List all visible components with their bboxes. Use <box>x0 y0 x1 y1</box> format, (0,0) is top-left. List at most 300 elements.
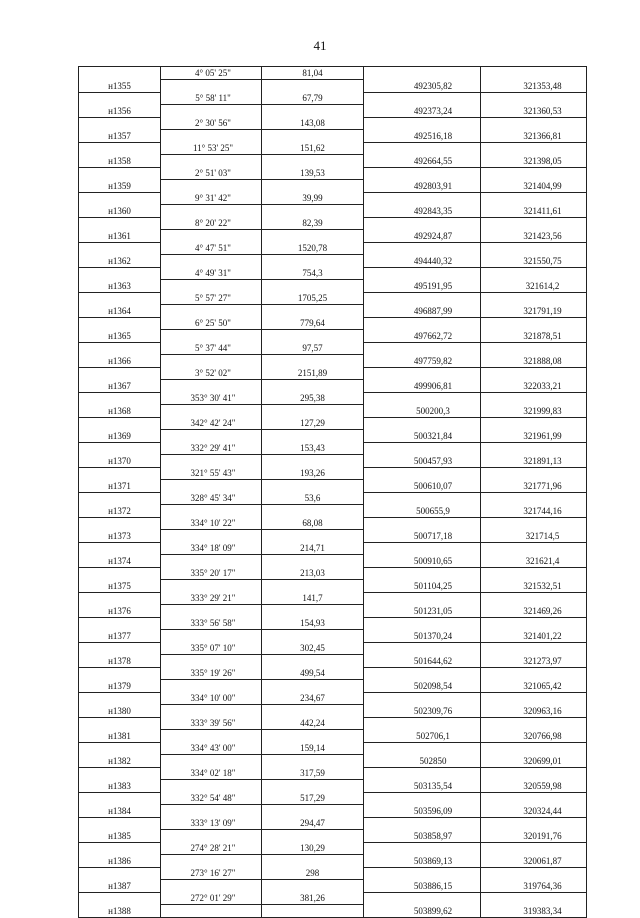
x-cell <box>364 442 481 455</box>
angle-cell <box>161 355 262 368</box>
x-cell <box>364 567 481 580</box>
table-row-point <box>79 105 587 118</box>
x-cell <box>364 742 481 755</box>
x-cell: 503596,09 <box>364 805 481 818</box>
point-cell <box>79 217 161 230</box>
distance-cell: 234,67 <box>262 692 364 705</box>
distance-cell: 67,79 <box>262 92 364 105</box>
distance-cell <box>262 505 364 518</box>
angle-cell: 334° 02' 18" <box>161 767 262 780</box>
distance-cell: 298 <box>262 867 364 880</box>
angle-cell: 5° 37' 44" <box>161 342 262 355</box>
angle-cell: 333° 29' 21" <box>161 592 262 605</box>
angle-cell <box>161 755 262 768</box>
angle-cell: 4° 49' 31" <box>161 267 262 280</box>
angle-cell: 2° 30' 56" <box>161 117 262 130</box>
table-row-point <box>79 480 587 493</box>
table-row-point <box>79 180 587 193</box>
distance-cell: 139,53 <box>262 167 364 180</box>
distance-cell: 1705,25 <box>262 292 364 305</box>
x-cell: 502850 <box>364 755 481 768</box>
point-cell: н1357 <box>79 130 161 143</box>
point-cell <box>79 92 161 105</box>
distance-cell: 39,99 <box>262 192 364 205</box>
distance-cell <box>262 355 364 368</box>
angle-cell <box>161 880 262 893</box>
point-cell <box>79 117 161 130</box>
distance-cell <box>262 80 364 93</box>
angle-cell: 333° 39' 56" <box>161 717 262 730</box>
y-cell: 321532,51 <box>481 580 587 593</box>
point-cell <box>79 192 161 205</box>
x-cell: 500610,07 <box>364 480 481 493</box>
point-cell <box>79 817 161 830</box>
point-cell: н1370 <box>79 455 161 468</box>
x-cell <box>364 517 481 530</box>
point-cell <box>79 567 161 580</box>
point-cell: н1373 <box>79 530 161 543</box>
angle-cell: 332° 29' 41" <box>161 442 262 455</box>
y-cell: 321401,22 <box>481 630 587 643</box>
y-cell <box>481 392 587 405</box>
distance-cell <box>262 530 364 543</box>
table-row-segment <box>79 342 587 355</box>
x-cell: 500321,84 <box>364 430 481 443</box>
distance-cell: 295,38 <box>262 392 364 405</box>
point-cell <box>79 542 161 555</box>
y-cell <box>481 217 587 230</box>
angle-cell: 334° 10' 00" <box>161 692 262 705</box>
y-cell <box>481 192 587 205</box>
table-row-segment <box>79 817 587 830</box>
angle-cell <box>161 605 262 618</box>
x-cell <box>364 792 481 805</box>
angle-cell <box>161 505 262 518</box>
angle-cell: 5° 58' 11" <box>161 92 262 105</box>
point-cell: н1365 <box>79 330 161 343</box>
y-cell: 320699,01 <box>481 755 587 768</box>
x-cell <box>364 117 481 130</box>
distance-cell: 779,64 <box>262 317 364 330</box>
x-cell: 497759,82 <box>364 355 481 368</box>
x-cell: 502706,1 <box>364 730 481 743</box>
y-cell <box>481 667 587 680</box>
x-cell: 492516,18 <box>364 130 481 143</box>
x-cell: 503899,62 <box>364 905 481 918</box>
distance-cell <box>262 230 364 243</box>
angle-cell: 335° 07' 10" <box>161 642 262 655</box>
x-cell: 492843,35 <box>364 205 481 218</box>
point-cell <box>79 717 161 730</box>
x-cell <box>364 692 481 705</box>
distance-cell <box>262 430 364 443</box>
table-row-point <box>79 305 587 318</box>
x-cell <box>364 292 481 305</box>
distance-cell: 130,29 <box>262 842 364 855</box>
point-cell <box>79 417 161 430</box>
point-cell <box>79 392 161 405</box>
y-cell: 321273,97 <box>481 655 587 668</box>
point-cell <box>79 517 161 530</box>
table-row-point <box>79 680 587 693</box>
x-cell: 492924,87 <box>364 230 481 243</box>
y-cell <box>481 317 587 330</box>
y-cell: 319764,36 <box>481 880 587 893</box>
distance-cell: 159,14 <box>262 742 364 755</box>
y-cell: 321366,81 <box>481 130 587 143</box>
distance-cell <box>262 805 364 818</box>
page-number: 41 <box>313 38 327 53</box>
point-cell: н1372 <box>79 505 161 518</box>
y-cell <box>481 692 587 705</box>
point-cell: н1366 <box>79 355 161 368</box>
angle-cell: 4° 47' 51" <box>161 242 262 255</box>
distance-cell <box>262 130 364 143</box>
distance-cell: 153,43 <box>262 442 364 455</box>
y-cell <box>481 592 587 605</box>
distance-cell <box>262 305 364 318</box>
distance-cell: 141,7 <box>262 592 364 605</box>
x-cell <box>364 542 481 555</box>
point-cell <box>79 617 161 630</box>
angle-cell <box>161 180 262 193</box>
x-cell <box>364 192 481 205</box>
y-cell <box>481 442 587 455</box>
x-cell: 495191,95 <box>364 280 481 293</box>
x-cell <box>364 467 481 480</box>
angle-cell <box>161 630 262 643</box>
x-cell <box>364 242 481 255</box>
x-cell <box>364 717 481 730</box>
x-cell: 500200,3 <box>364 405 481 418</box>
table-row-point <box>79 780 587 793</box>
table-row-segment <box>79 492 587 505</box>
angle-cell <box>161 855 262 868</box>
distance-cell <box>262 630 364 643</box>
y-cell <box>481 167 587 180</box>
coordinates-table-body <box>79 67 587 918</box>
y-cell <box>481 542 587 555</box>
distance-cell: 82,39 <box>262 217 364 230</box>
angle-cell: 11° 53' 25" <box>161 142 262 155</box>
x-cell: 503886,15 <box>364 880 481 893</box>
distance-cell <box>262 105 364 118</box>
table-row-segment <box>79 242 587 255</box>
table-row-segment <box>79 867 587 880</box>
y-cell: 321423,56 <box>481 230 587 243</box>
x-cell <box>364 667 481 680</box>
y-cell: 321550,75 <box>481 255 587 268</box>
y-cell <box>481 242 587 255</box>
distance-cell: 499,54 <box>262 667 364 680</box>
x-cell: 499906,81 <box>364 380 481 393</box>
point-cell: н1360 <box>79 205 161 218</box>
y-cell: 320963,16 <box>481 705 587 718</box>
angle-cell <box>161 705 262 718</box>
table-row-segment <box>79 317 587 330</box>
distance-cell: 214,71 <box>262 542 364 555</box>
point-cell <box>79 642 161 655</box>
table-row-point <box>79 805 587 818</box>
table-row-point <box>79 155 587 168</box>
angle-cell <box>161 430 262 443</box>
x-cell: 492664,55 <box>364 155 481 168</box>
point-cell: н1364 <box>79 305 161 318</box>
angle-cell: 335° 20' 17" <box>161 567 262 580</box>
x-cell: 501370,24 <box>364 630 481 643</box>
table-row-segment <box>79 292 587 305</box>
y-cell: 321404,99 <box>481 180 587 193</box>
y-cell <box>481 842 587 855</box>
table-row-point <box>79 880 587 893</box>
x-cell: 492373,24 <box>364 105 481 118</box>
table-row-segment <box>79 192 587 205</box>
table-row-point <box>79 280 587 293</box>
point-cell: н1382 <box>79 755 161 768</box>
table-row-point <box>79 605 587 618</box>
angle-cell <box>161 580 262 593</box>
y-cell <box>481 492 587 505</box>
angle-cell: 353° 30' 41" <box>161 392 262 405</box>
point-cell <box>79 867 161 880</box>
y-cell: 321878,51 <box>481 330 587 343</box>
distance-cell <box>262 655 364 668</box>
angle-cell <box>161 80 262 93</box>
point-cell: н1385 <box>79 830 161 843</box>
angle-cell <box>161 480 262 493</box>
distance-cell: 154,93 <box>262 617 364 630</box>
table-row-segment <box>79 517 587 530</box>
y-cell: 321360,53 <box>481 105 587 118</box>
table-row-segment <box>79 642 587 655</box>
point-cell: н1356 <box>79 105 161 118</box>
distance-cell: 302,45 <box>262 642 364 655</box>
x-cell: 503869,13 <box>364 855 481 868</box>
angle-cell <box>161 280 262 293</box>
x-cell <box>364 592 481 605</box>
point-cell: н1368 <box>79 405 161 418</box>
table-row-segment <box>79 467 587 480</box>
x-cell <box>364 167 481 180</box>
point-cell: н1376 <box>79 605 161 618</box>
distance-cell: 53,6 <box>262 492 364 505</box>
point-cell: н1374 <box>79 555 161 568</box>
table-row-point <box>79 505 587 518</box>
point-cell: н1371 <box>79 480 161 493</box>
angle-cell: 342° 42' 24" <box>161 417 262 430</box>
table-row-point <box>79 255 587 268</box>
y-cell: 320061,87 <box>481 855 587 868</box>
point-cell: н1367 <box>79 380 161 393</box>
table-row-segment <box>79 417 587 430</box>
table-row-point <box>79 730 587 743</box>
angle-cell <box>161 155 262 168</box>
angle-cell <box>161 905 262 918</box>
distance-cell <box>262 580 364 593</box>
distance-cell <box>262 330 364 343</box>
coordinates-table <box>78 66 587 918</box>
distance-cell: 213,03 <box>262 567 364 580</box>
angle-cell <box>161 330 262 343</box>
angle-cell: 3° 52' 02" <box>161 367 262 380</box>
point-cell <box>79 692 161 705</box>
table-row-point <box>79 705 587 718</box>
y-cell <box>481 767 587 780</box>
y-cell: 321411,61 <box>481 205 587 218</box>
point-cell <box>79 442 161 455</box>
table-row-point <box>79 755 587 768</box>
y-cell <box>481 617 587 630</box>
angle-cell: 274° 28' 21" <box>161 842 262 855</box>
angle-cell: 321° 55' 43" <box>161 467 262 480</box>
distance-cell <box>262 730 364 743</box>
y-cell: 321771,96 <box>481 480 587 493</box>
table-row-segment <box>79 217 587 230</box>
x-cell: 501644,62 <box>364 655 481 668</box>
y-cell: 321065,42 <box>481 680 587 693</box>
table-row-segment <box>79 92 587 105</box>
point-cell <box>79 342 161 355</box>
point-cell <box>79 892 161 905</box>
y-cell <box>481 642 587 655</box>
x-cell <box>364 767 481 780</box>
x-cell: 500717,18 <box>364 530 481 543</box>
table-row-point <box>79 530 587 543</box>
y-cell: 319383,34 <box>481 905 587 918</box>
distance-cell: 81,04 <box>262 67 364 80</box>
table-row-point <box>79 355 587 368</box>
x-cell <box>364 92 481 105</box>
distance-cell <box>262 280 364 293</box>
angle-cell <box>161 230 262 243</box>
table-row-point <box>79 555 587 568</box>
distance-cell: 442,24 <box>262 717 364 730</box>
distance-cell <box>262 880 364 893</box>
angle-cell <box>161 405 262 418</box>
x-cell <box>364 67 481 80</box>
angle-cell <box>161 205 262 218</box>
table-row-segment <box>79 842 587 855</box>
angle-cell: 334° 43' 00" <box>161 742 262 755</box>
x-cell: 494440,32 <box>364 255 481 268</box>
table-row-segment <box>79 667 587 680</box>
table-row-segment <box>79 892 587 905</box>
x-cell <box>364 492 481 505</box>
table-row-point <box>79 430 587 443</box>
distance-cell <box>262 680 364 693</box>
y-cell <box>481 817 587 830</box>
y-cell: 320324,44 <box>481 805 587 818</box>
point-cell <box>79 367 161 380</box>
distance-cell: 754,3 <box>262 267 364 280</box>
distance-cell: 193,26 <box>262 467 364 480</box>
table-row-segment <box>79 117 587 130</box>
x-cell <box>364 367 481 380</box>
table-row-segment <box>79 567 587 580</box>
x-cell: 501104,25 <box>364 580 481 593</box>
x-cell <box>364 217 481 230</box>
table-row-segment <box>79 692 587 705</box>
y-cell <box>481 567 587 580</box>
distance-cell: 68,08 <box>262 517 364 530</box>
distance-cell <box>262 755 364 768</box>
distance-cell <box>262 405 364 418</box>
table-row-point <box>79 630 587 643</box>
point-cell: н1384 <box>79 805 161 818</box>
y-cell <box>481 517 587 530</box>
distance-cell: 294,47 <box>262 817 364 830</box>
angle-cell: 333° 13' 09" <box>161 817 262 830</box>
table-row-segment <box>79 167 587 180</box>
point-cell: н1359 <box>79 180 161 193</box>
point-cell: н1386 <box>79 855 161 868</box>
table-row-point <box>79 655 587 668</box>
distance-cell <box>262 905 364 918</box>
distance-cell: 97,57 <box>262 342 364 355</box>
y-cell: 320559,98 <box>481 780 587 793</box>
x-cell: 503858,97 <box>364 830 481 843</box>
y-cell <box>481 892 587 905</box>
y-cell <box>481 867 587 880</box>
table-row-point <box>79 455 587 468</box>
distance-cell <box>262 555 364 568</box>
point-cell <box>79 767 161 780</box>
point-cell: н1375 <box>79 580 161 593</box>
table-row-point <box>79 130 587 143</box>
distance-cell <box>262 780 364 793</box>
x-cell: 492803,91 <box>364 180 481 193</box>
point-cell <box>79 292 161 305</box>
x-cell: 500655,9 <box>364 505 481 518</box>
table-row-point <box>79 405 587 418</box>
y-cell: 321398,05 <box>481 155 587 168</box>
x-cell <box>364 642 481 655</box>
y-cell: 321888,08 <box>481 355 587 368</box>
point-cell: н1381 <box>79 730 161 743</box>
table-row-segment <box>79 592 587 605</box>
angle-cell <box>161 730 262 743</box>
point-cell: н1369 <box>79 430 161 443</box>
y-cell <box>481 67 587 80</box>
x-cell <box>364 867 481 880</box>
x-cell: 496887,99 <box>364 305 481 318</box>
table-row-segment <box>79 542 587 555</box>
table-row-point <box>79 80 587 93</box>
y-cell <box>481 117 587 130</box>
angle-cell: 6° 25' 50" <box>161 317 262 330</box>
y-cell <box>481 742 587 755</box>
x-cell <box>364 267 481 280</box>
y-cell: 321791,19 <box>481 305 587 318</box>
distance-cell <box>262 380 364 393</box>
angle-cell: 5° 57' 27" <box>161 292 262 305</box>
angle-cell: 328° 45' 34" <box>161 492 262 505</box>
x-cell <box>364 617 481 630</box>
table-row-segment <box>79 442 587 455</box>
point-cell: н1388 <box>79 905 161 918</box>
distance-cell: 381,26 <box>262 892 364 905</box>
x-cell: 501231,05 <box>364 605 481 618</box>
y-cell: 321744,16 <box>481 505 587 518</box>
table-row-segment <box>79 742 587 755</box>
point-cell <box>79 467 161 480</box>
angle-cell: 4° 05' 25" <box>161 67 262 80</box>
distance-cell <box>262 155 364 168</box>
distance-cell <box>262 705 364 718</box>
point-cell <box>79 317 161 330</box>
angle-cell <box>161 130 262 143</box>
point-cell <box>79 592 161 605</box>
